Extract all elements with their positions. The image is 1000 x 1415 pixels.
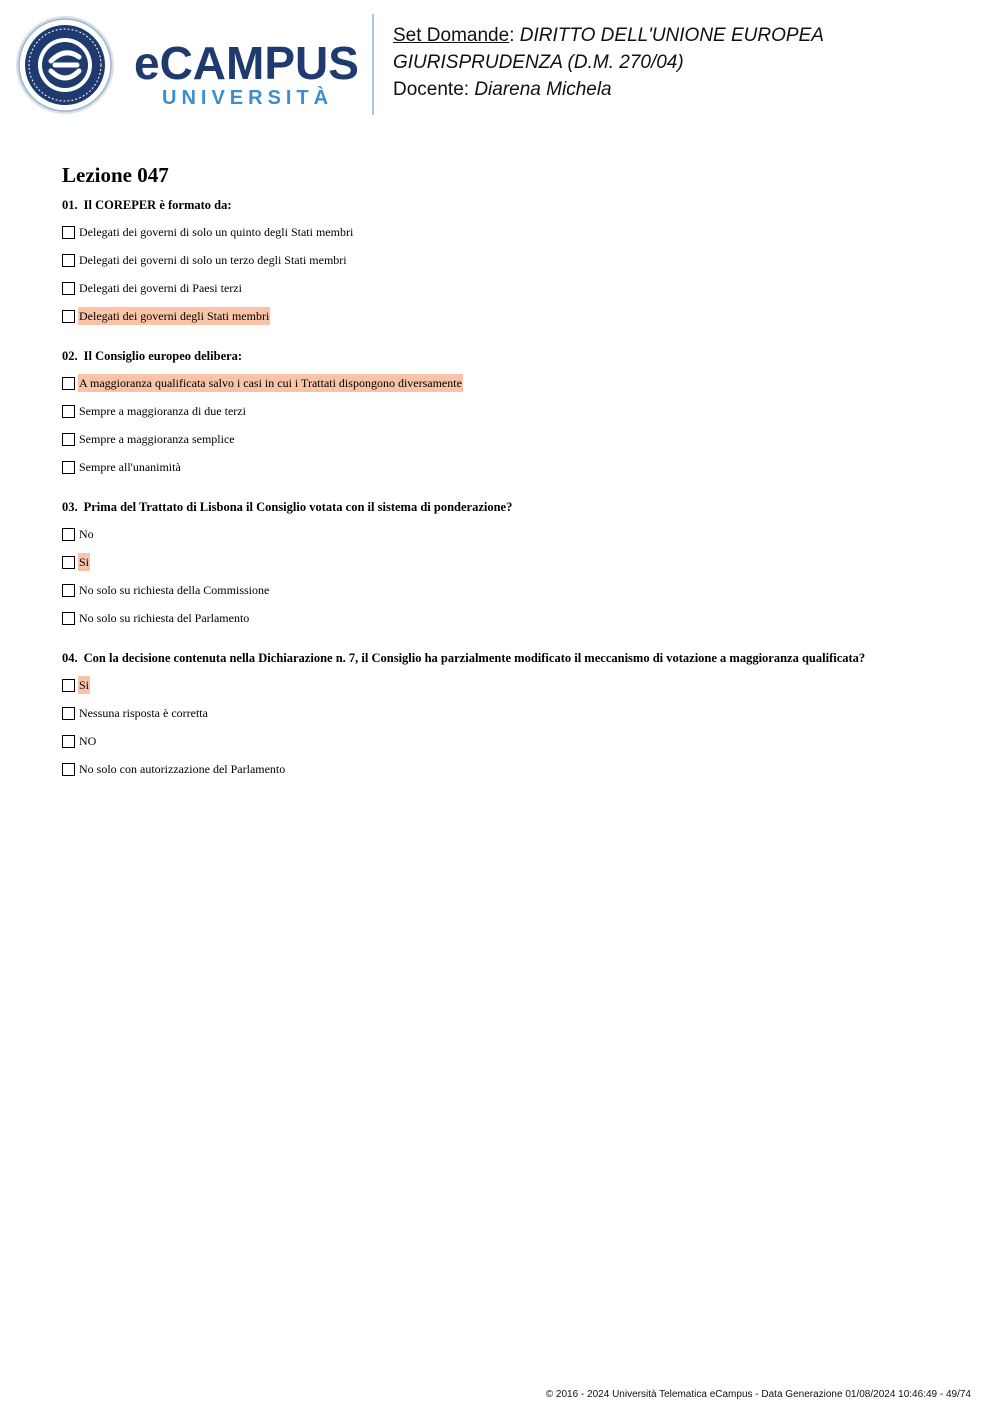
question-label: Il COREPER è formato da: (83, 198, 232, 212)
universita-wordmark: UNIVERSITÀ (162, 87, 334, 109)
ecampus-seal-logo (15, 15, 115, 115)
answer-option[interactable] (62, 458, 962, 476)
answer-text: Sempre a maggioranza di due terzi (79, 404, 246, 418)
answer-option[interactable] (62, 307, 962, 325)
answer-option[interactable] (62, 553, 962, 571)
course-info (393, 22, 824, 103)
answer-checkbox[interactable] (62, 612, 75, 625)
question-text (62, 650, 962, 666)
answer-checkbox[interactable] (62, 226, 75, 239)
answer-text: Delegati dei governi di solo un quinto degli Stati membri (79, 225, 354, 239)
question-number: 02. (62, 349, 78, 363)
answer-option[interactable] (62, 581, 962, 599)
answer-checkbox[interactable] (62, 310, 75, 323)
question-label: Il Consiglio europeo delibera: (83, 349, 243, 363)
question-label: Prima del Trattato di Lisbona il Consiglio votata con il sistema di ponderazione? (83, 500, 513, 514)
answer-checkbox[interactable] (62, 528, 75, 541)
correct-answer-text: Si (79, 678, 90, 692)
answer-text: Sempre a maggioranza semplice (79, 432, 235, 446)
question-block (62, 650, 962, 778)
answer-option[interactable] (62, 374, 962, 392)
question-text (62, 197, 962, 213)
answer-text: No (79, 527, 94, 541)
answer-checkbox[interactable] (62, 707, 75, 720)
answer-checkbox[interactable] (62, 254, 75, 267)
question-label: Con la decisione contenuta nella Dichiarazione n. 7, il Consiglio ha parzialmente modificato il meccanismo di votazione a maggioranza qualificata? (83, 651, 866, 665)
answer-text: No solo su richiesta della Commissione (79, 583, 270, 597)
answer-checkbox[interactable] (62, 377, 75, 390)
teacher-name: Diarena Michela (474, 79, 612, 100)
answer-text: Delegati dei governi di Paesi terzi (79, 281, 242, 295)
question-number: 03. (62, 500, 78, 514)
answer-text: Nessuna risposta è corretta (79, 706, 208, 720)
answer-checkbox[interactable] (62, 282, 75, 295)
question-block (62, 499, 962, 627)
question-text (62, 499, 962, 515)
answer-text: Sempre all'unanimità (79, 460, 181, 474)
ecampus-wordmark: eCAMPUS (134, 37, 359, 89)
set-label: Set Domande (393, 25, 510, 46)
teacher-line (393, 76, 824, 103)
answer-text: No solo su richiesta del Parlamento (79, 611, 250, 625)
answer-checkbox[interactable] (62, 433, 75, 446)
answer-checkbox[interactable] (62, 461, 75, 474)
correct-answer-text: Si (79, 555, 90, 569)
answer-checkbox[interactable] (62, 763, 75, 776)
lesson-title: Lezione 047 (62, 163, 169, 187)
correct-answer-text: Delegati dei governi degli Stati membri (79, 309, 270, 323)
correct-answer-text: A maggioranza qualificata salvo i casi in cui i Trattati dispongono diversamente (79, 376, 462, 390)
course-line-2: GIURISPRUDENZA (D.M. 270/04) (393, 52, 684, 73)
answer-option[interactable] (62, 609, 962, 627)
page-header (0, 0, 1000, 120)
answer-option[interactable] (62, 402, 962, 420)
answer-checkbox[interactable] (62, 584, 75, 597)
question-block (62, 348, 962, 476)
answer-checkbox[interactable] (62, 735, 75, 748)
answer-checkbox[interactable] (62, 405, 75, 418)
answer-option[interactable] (62, 223, 962, 241)
page-footer: © 2016 - 2024 Università Telematica eCampus - Data Generazione 01/08/2024 10:46:49 - 49/74 (545, 1389, 971, 1400)
question-text (62, 348, 962, 364)
answer-option[interactable] (62, 251, 962, 269)
answer-checkbox[interactable] (62, 679, 75, 692)
answer-text: Delegati dei governi di solo un terzo degli Stati membri (79, 253, 347, 267)
answer-option[interactable] (62, 279, 962, 297)
answer-text: No solo con autorizzazione del Parlamento (79, 762, 286, 776)
course-line-1: Set Domande: DIRITTO DELL'UNIONE EUROPEA (393, 25, 824, 46)
answer-option[interactable] (62, 732, 962, 750)
question-list (62, 197, 962, 801)
answer-text: NO (79, 734, 97, 748)
question-number: 04. (62, 651, 78, 665)
question-block (62, 197, 962, 325)
header-divider (372, 14, 374, 115)
answer-option[interactable] (62, 760, 962, 778)
answer-option[interactable] (62, 704, 962, 722)
question-number: 01. (62, 198, 78, 212)
answer-option[interactable] (62, 676, 962, 694)
answer-option[interactable] (62, 430, 962, 448)
course-name: DIRITTO DELL'UNIONE EUROPEA (519, 25, 824, 46)
answer-checkbox[interactable] (62, 556, 75, 569)
answer-option[interactable] (62, 525, 962, 543)
teacher-label: Docente: (393, 79, 470, 100)
